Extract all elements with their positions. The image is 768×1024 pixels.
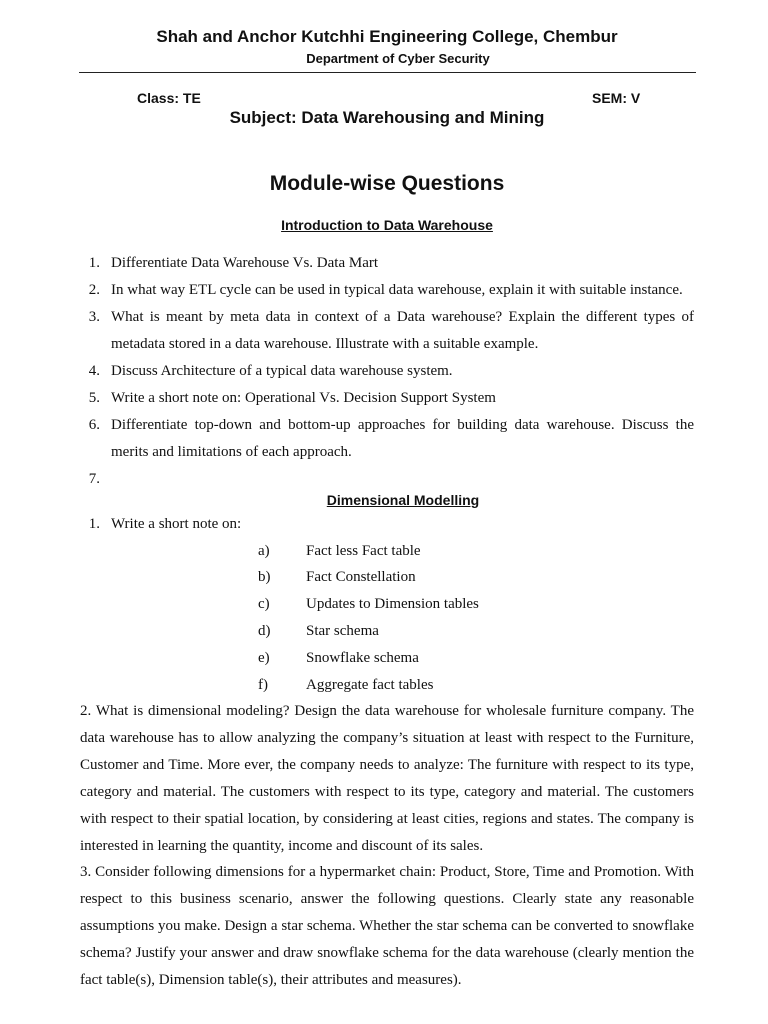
page-title: Module-wise Questions [269,172,505,195]
question-number: 2. [88,282,100,298]
semester-label: SEM: V [592,90,641,106]
college-name: Shah and Anchor Kutchhi Engineering College, Chembur [156,27,618,46]
question-text: Differentiate Data Warehouse Vs. Data Mart [111,255,379,271]
question-text: What is meant by meta data in context of a Data warehouse? Explain the different types of metadata stored in a data warehouse. Illustrate with a suitable example. [111,309,694,352]
question-3-paragraph: 3. Consider following dimensions for a hypermarket chain: Product, Store, Time and Promotion. With respect to this business scenario, answer the following questions. Clearly state any reasonable assumptions you make. Design a star schema. Whether the star schema can be converted to snowflake schema? Justify your answer and draw snowflake schema for the data warehouse (clearly mention the fact table(s), Dimension table(s), their attributes and measures). [80,864,694,988]
question-number: 6. [88,417,100,433]
question-text: Write a short note on: Operational Vs. Decision Support System [111,390,496,406]
question-2-paragraph: 2. What is dimensional modeling? Design the data warehouse for wholesale furniture company. The data warehouse has to allow analyzing the company’s situation at least with respect to the Furniture, Customer and Time. More ever, the company needs to analyze: The furniture with respect to its type, category and material. The customers with respect to its type, category and material. The customers with respect to their spatial location, by considering at least cities, regions and states. The company is interested in learning the quantity, income and discount of its sales. [80,703,694,854]
subitem-text: Updates to Dimension tables [306,596,479,612]
question-text: Write a short note on: [111,516,242,532]
question-number: 1. [88,255,100,271]
question-number: 7. [88,471,100,487]
question-number: 3. [88,309,100,325]
department-name: Department of Cyber Security [306,51,490,66]
subitem-text: Fact Constellation [306,569,416,585]
question-text: Discuss Architecture of a typical data warehouse system. [111,363,453,379]
subitem-label: a) [258,543,270,559]
subitem-label: c) [258,596,270,612]
question-text: In what way ETL cycle can be used in typical data warehouse, explain it with suitable instance. [111,282,683,298]
header-divider [79,72,696,73]
subitem-text: Aggregate fact tables [306,677,434,693]
subitem-label: f) [258,677,268,693]
subitem-label: b) [258,569,271,585]
question-number: 4. [88,363,100,379]
question-number: 1. [88,516,100,532]
subitem-text: Fact less Fact table [306,543,421,559]
question-text: Differentiate top-down and bottom-up approaches for building data warehouse. Discuss the merits and limitations of each approach. [111,417,694,460]
section-heading-dimensional-modelling: Dimensional Modelling [326,492,480,508]
section-heading-introduction: Introduction to Data Warehouse [281,217,493,233]
subitem-label: e) [258,650,270,666]
subitem-text: Star schema [306,623,379,639]
subitem-label: d) [258,623,271,639]
subject-title: Subject: Data Warehousing and Mining [229,108,545,127]
subitem-text: Snowflake schema [306,650,419,666]
question-number: 5. [88,390,100,406]
class-label: Class: TE [137,90,201,106]
